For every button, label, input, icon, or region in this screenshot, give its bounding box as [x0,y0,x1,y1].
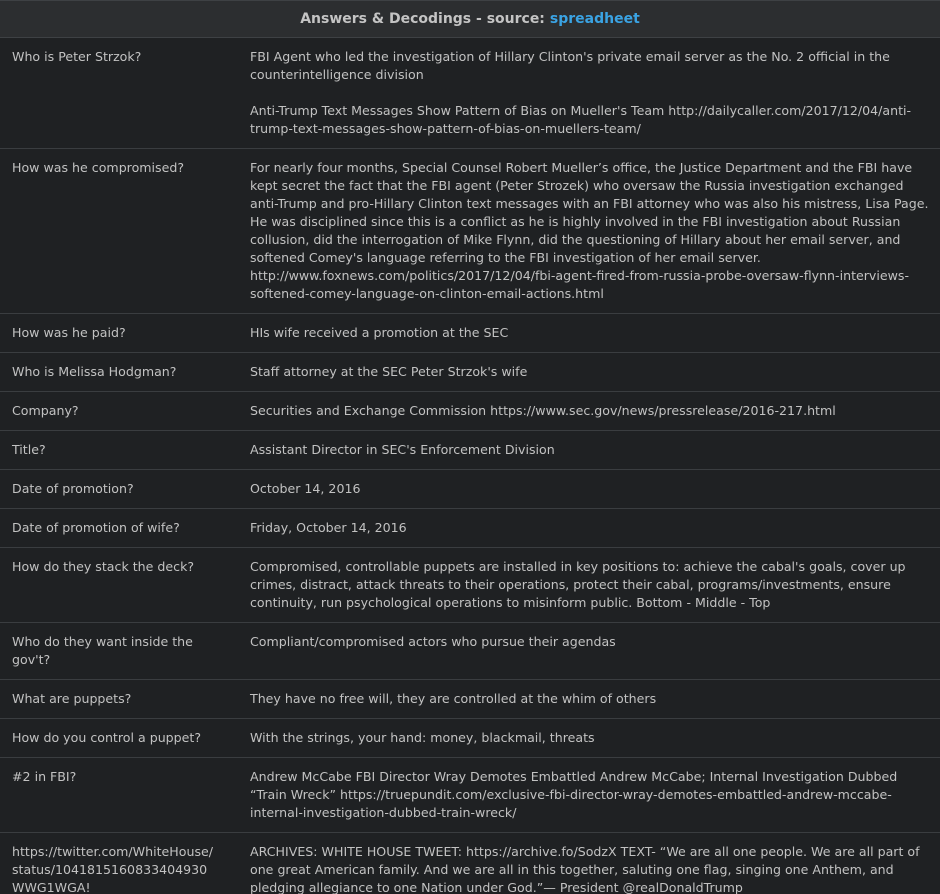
qa-table [0,38,940,894]
answer-cell [238,38,940,149]
table-row [0,470,940,509]
question-cell: Who is Peter Strzok? [0,38,238,149]
answer-cell [238,548,940,623]
answer-cell [238,509,940,548]
question-cell: Title? [0,431,238,470]
question-cell: How do they stack the deck? [0,548,238,623]
table-row [0,623,940,680]
qa-table-body [0,38,940,894]
answer-paragraph: Assistant Director in SEC's Enforcement Division [250,442,555,457]
source-link[interactable]: spreadheet [549,11,640,27]
table-row [0,353,940,392]
answer-paragraph: Staff attorney at the SEC Peter Strzok's wife [250,364,528,379]
answer-cell [238,392,940,431]
answer-paragraph: They have no free will, they are controlled at the whim of others [250,691,657,706]
answer-cell [238,680,940,719]
answer-paragraph: HIs wife received a promotion at the SEC [250,325,509,340]
table-row [0,548,940,623]
answer-paragraph: October 14, 2016 [250,481,361,496]
answer-paragraph: Securities and Exchange Commission https://www.sec.gov/news/pressrelease/2016-217.html [250,403,836,418]
answer-cell [238,833,940,894]
answer-cell [238,149,940,314]
answer-cell [238,719,940,758]
answer-cell [238,623,940,680]
answer-cell [238,353,940,392]
answer-paragraph: Friday, October 14, 2016 [250,520,407,535]
answer-paragraph: With the strings, your hand: money, blackmail, threats [250,730,595,745]
table-row [0,509,940,548]
answer-cell [238,470,940,509]
question-cell: What are puppets? [0,680,238,719]
table-row [0,392,940,431]
answer-paragraph: Compliant/compromised actors who pursue their agendas [250,634,616,649]
answer-paragraph: FBI Agent who led the investigation of Hillary Clinton's private email server as the No. 2 official in the counterintelligence division [250,49,890,82]
answer-cell [238,758,940,833]
table-row [0,719,940,758]
answer-cell [238,431,940,470]
table-row [0,833,940,894]
panel-header [0,0,940,38]
answer-paragraph: Compromised, controllable puppets are installed in key positions to: achieve the cabal's goals, cover up crimes, distract, attack threats to their operations, protect their cabal, programs/investments, ensure continuity, run psychological operations to misinform public. Bottom - Middle - Top [250,559,906,610]
question-cell: #2 in FBI? [0,758,238,833]
question-cell: Date of promotion of wife? [0,509,238,548]
question-cell: Who do they want inside the gov't? [0,623,238,680]
header-title: Answers & Decodings - source: [300,11,545,27]
answer-cell [238,314,940,353]
answer-paragraph: For nearly four months, Special Counsel Robert Mueller’s office, the Justice Department and the FBI have kept secret the fact that the FBI agent (Peter Strozek) who oversaw the Russia investigation exchanged anti-Trump and pro-Hillary Clinton text messages with an FBI attorney who was also his mistress, Lisa Page. He was disciplined since this is a conflict as he is highly involved in the FBI investigation about Russian collusion, did the interrogation of Mike Flynn, did the questioning of Hillary about her email server, and softened Comey's language referring to the FBI investigation of her email server. http://www.foxnews.com/politics/2017/12/04/fbi-agent-fired-from-russia-probe-oversaw-flynn-interviews-softened-comey-language-on-clinton-email-actions.html [250,160,929,301]
table-row [0,314,940,353]
table-row [0,758,940,833]
answer-paragraph: Andrew McCabe FBI Director Wray Demotes Embattled Andrew McCabe; Internal Investigation Dubbed “Train Wreck” https://truepundit.com/exclusive-fbi-director-wray-demotes-embattled-andrew-mccabe-internal-investigation-dubbed-train-wreck/ [250,769,898,820]
question-cell: How was he paid? [0,314,238,353]
question-cell: How do you control a puppet? [0,719,238,758]
question-cell: https://twitter.com/WhiteHouse/ status/1041815160833404930 WWG1WGA! [0,833,238,894]
question-cell: Company? [0,392,238,431]
answer-paragraph: ARCHIVES: WHITE HOUSE TWEET: https://archive.fo/SodzX TEXT- “We are all one people. We are all part of one great American family. And we are all in this together, saluting one flag, singing one Anthem, and pledging allegiance to one Nation under God.”— President @realDonaldTrump [250,844,920,894]
answer-paragraph: Anti-Trump Text Messages Show Pattern of Bias on Mueller's Team http://dailycaller.com/2017/12/04/anti-trump-text-messages-show-pattern-of-bias-on-muellers-team/ [250,103,912,136]
table-row [0,38,940,149]
table-row [0,149,940,314]
question-cell: Who is Melissa Hodgman? [0,353,238,392]
question-cell: Date of promotion? [0,470,238,509]
table-row [0,680,940,719]
table-row [0,431,940,470]
question-cell: How was he compromised? [0,149,238,314]
